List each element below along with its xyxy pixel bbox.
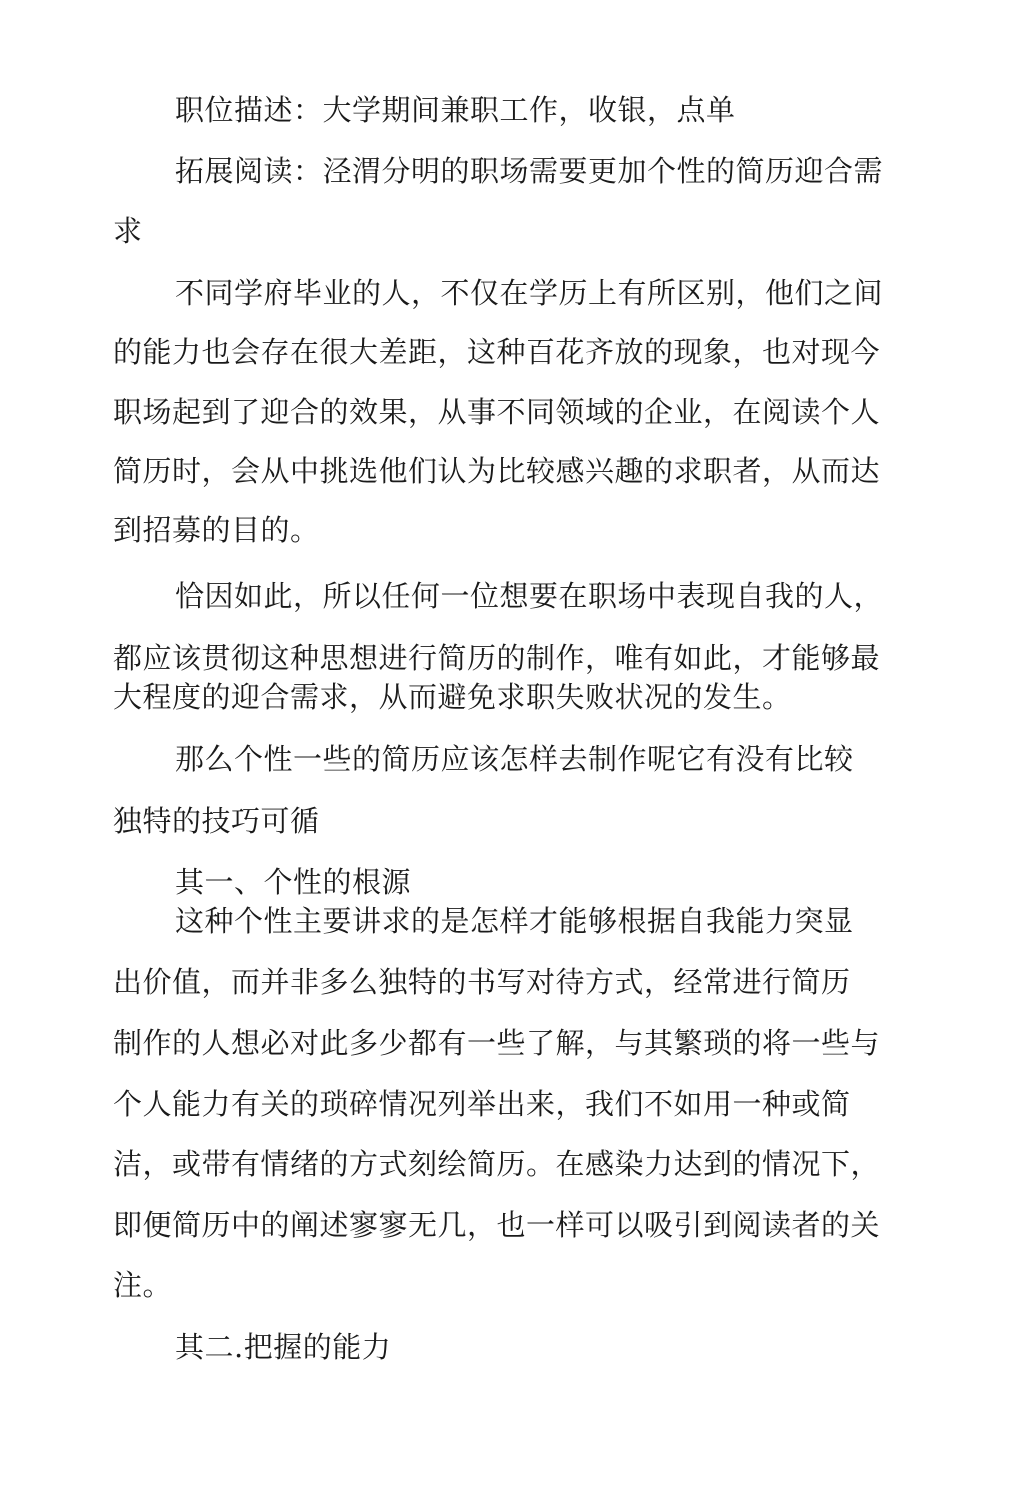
text-line-job-description: 职位描述：大学期间兼职工作，收银，点单 (175, 93, 736, 127)
section-heading-1: 其一、个性的根源 (175, 865, 412, 899)
text-line: 洁，或带有情绪的方式刻绘简历。在感染力达到的情况下， (113, 1147, 881, 1181)
text-line: 注。 (113, 1268, 173, 1302)
text-line: 这种个性主要讲求的是怎样才能够根据自我能力突显 (175, 904, 854, 938)
text-line: 求 (113, 214, 143, 248)
section-heading-2: 其二.把握的能力 (175, 1330, 392, 1364)
text-line: 独特的技巧可循 (113, 804, 320, 838)
text-line: 不同学府毕业的人，不仅在学历上有所区别，他们之间 (175, 276, 884, 310)
text-line: 出价值，而并非多么独特的书写对待方式，经常进行简历 (113, 965, 851, 999)
text-line-extended-reading: 拓展阅读：泾渭分明的职场需要更加个性的简历迎合需 (175, 154, 884, 188)
text-line: 那么个性一些的简历应该怎样去制作呢它有没有比较 (175, 742, 854, 776)
text-line: 简历时，会从中挑选他们认为比较感兴趣的求职者，从而达 (113, 454, 881, 488)
text-line: 到招募的目的。 (113, 513, 320, 547)
text-line: 即便简历中的阐述寥寥无几，也一样可以吸引到阅读者的关 (113, 1208, 881, 1242)
text-line: 制作的人想必对此多少都有一些了解，与其繁琐的将一些与 (113, 1026, 881, 1060)
text-line: 个人能力有关的琐碎情况列举出来，我们不如用一种或简 (113, 1087, 851, 1121)
text-line: 都应该贯彻这种思想进行简历的制作，唯有如此，才能够最 (113, 641, 881, 675)
text-line: 职场起到了迎合的效果，从事不同领域的企业，在阅读个人 (113, 395, 881, 429)
text-line: 的能力也会存在很大差距，这种百花齐放的现象，也对现今 (113, 335, 881, 369)
text-line: 大程度的迎合需求，从而避免求职失败状况的发生。 (113, 680, 792, 714)
text-line: 恰因如此，所以任何一位想要在职场中表现自我的人， (175, 579, 884, 613)
